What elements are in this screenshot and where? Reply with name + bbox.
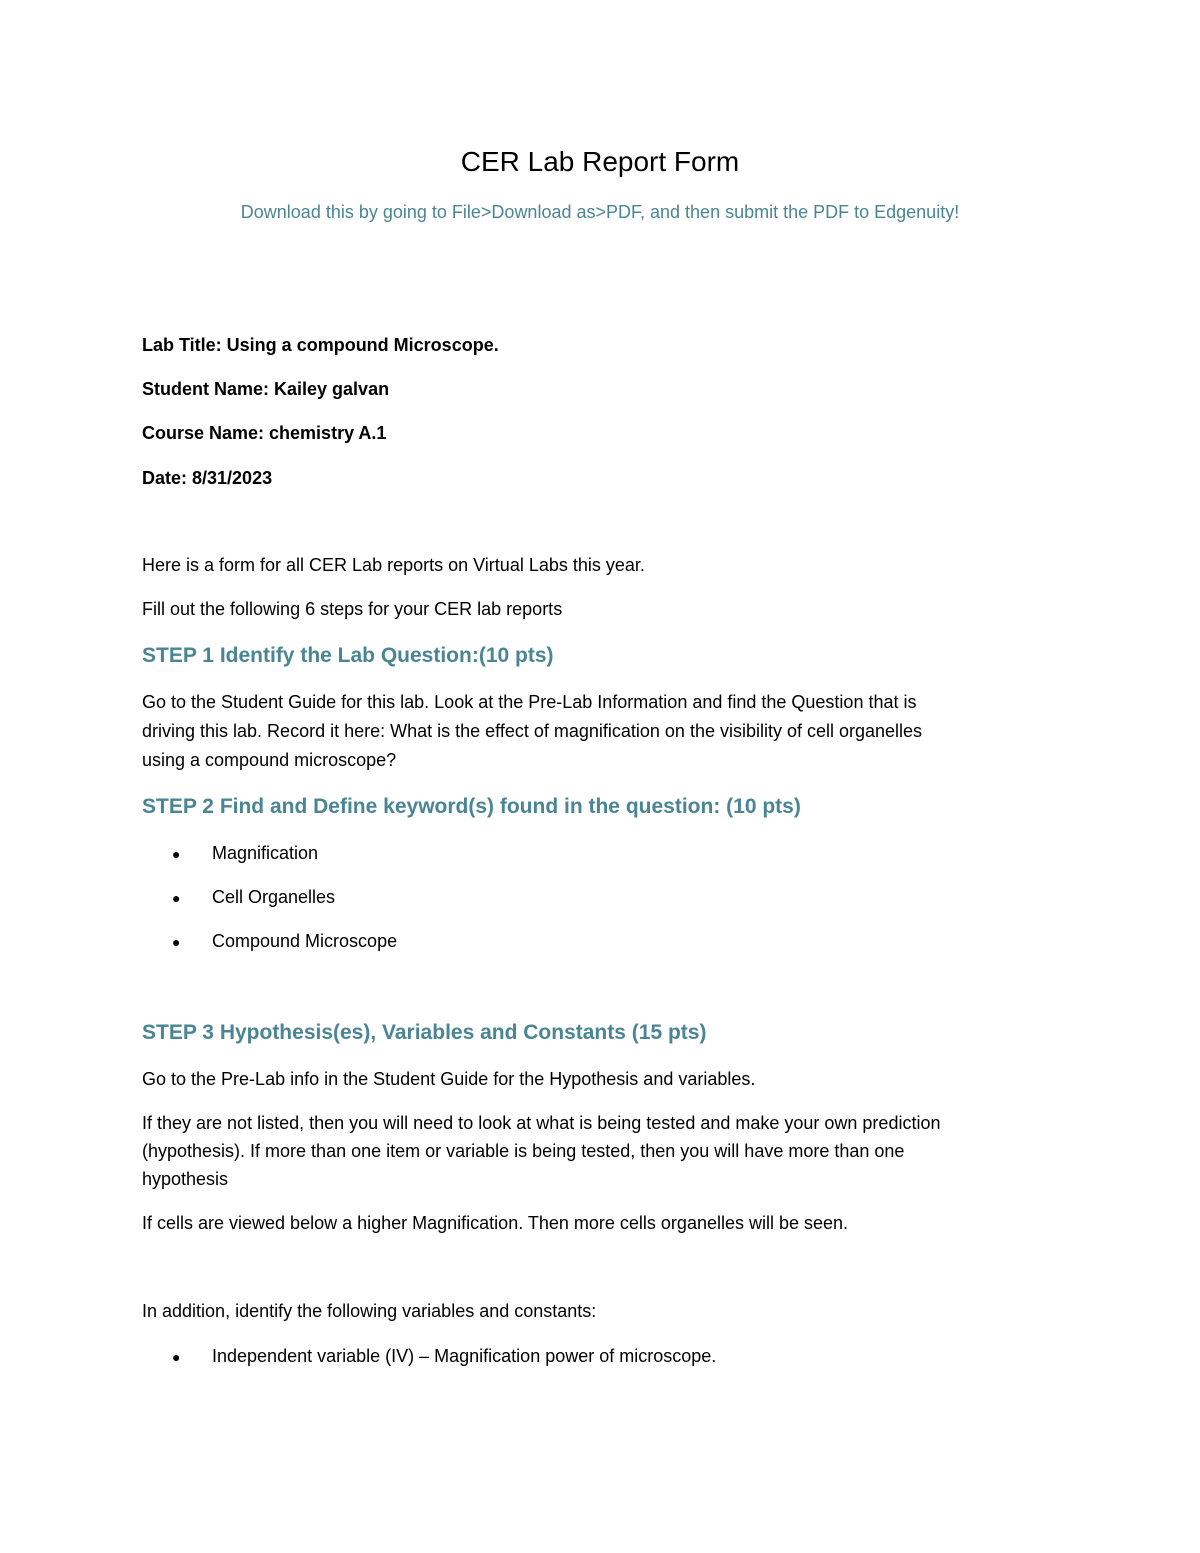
step-3-para-2-line-1: If they are not listed, then you will need to look at what is being tested and make your own prediction [142,1113,941,1133]
keyword-text: Cell Organelles [212,887,336,907]
bullet-icon: ● [172,846,181,862]
step-3-para-2-line-3: hypothesis [142,1169,229,1189]
bullet-icon: ● [172,934,181,950]
lab-title-line: Lab Title: Using a compound Microscope. [142,335,499,355]
variables-intro: In addition, identify the following variables and constants: [142,1301,597,1321]
step-3-para-2-line-2: (hypothesis). If more than one item or variable is being tested, then you will have more than one [142,1141,905,1161]
variable-text: Independent variable (IV) – Magnification power of microscope. [212,1346,717,1366]
date-line: Date: 8/31/2023 [142,468,273,488]
hypothesis-answer: If cells are viewed below a higher Magnification. Then more cells organelles will be seen. [142,1213,849,1233]
keyword-text: Magnification [212,843,319,863]
step-2-heading: STEP 2 Find and Define keyword(s) found in the question: (10 pts) [142,795,801,818]
step-1-text-line-2: driving this lab. Record it here: What is the effect of magnification on the visibility of cell organelles [142,721,923,741]
step-3-heading: STEP 3 Hypothesis(es), Variables and Constants (15 pts) [142,1021,707,1044]
download-instructions: Download this by going to File>Download as>PDF, and then submit the PDF to Edgenuity! [240,202,960,222]
student-name-line: Student Name: Kailey galvan [142,379,390,399]
intro-line-1: Here is a form for all CER Lab reports on Virtual Labs this year. [142,555,645,575]
step-3-para-1: Go to the Pre-Lab info in the Student Guide for the Hypothesis and variables. [142,1069,756,1089]
document-title: CER Lab Report Form [460,146,740,177]
keyword-text: Compound Microscope [212,931,398,951]
bullet-icon: ● [172,1349,181,1365]
step-1-text-line-3: using a compound microscope? [142,750,397,770]
step-1-text-line-1: Go to the Student Guide for this lab. Look at the Pre-Lab Information and find the Question that is [142,692,917,712]
variable-list-item [172,1342,1052,1371]
keyword-list-item [172,839,1052,868]
bullet-icon: ● [172,890,181,906]
keyword-list-item [172,927,1052,956]
keyword-list-item [172,883,1052,912]
intro-line-2: Fill out the following 6 steps for your CER lab reports [142,599,563,619]
step-1-heading: STEP 1 Identify the Lab Question:(10 pts) [142,644,554,667]
course-name-line: Course Name: chemistry A.1 [142,423,387,443]
